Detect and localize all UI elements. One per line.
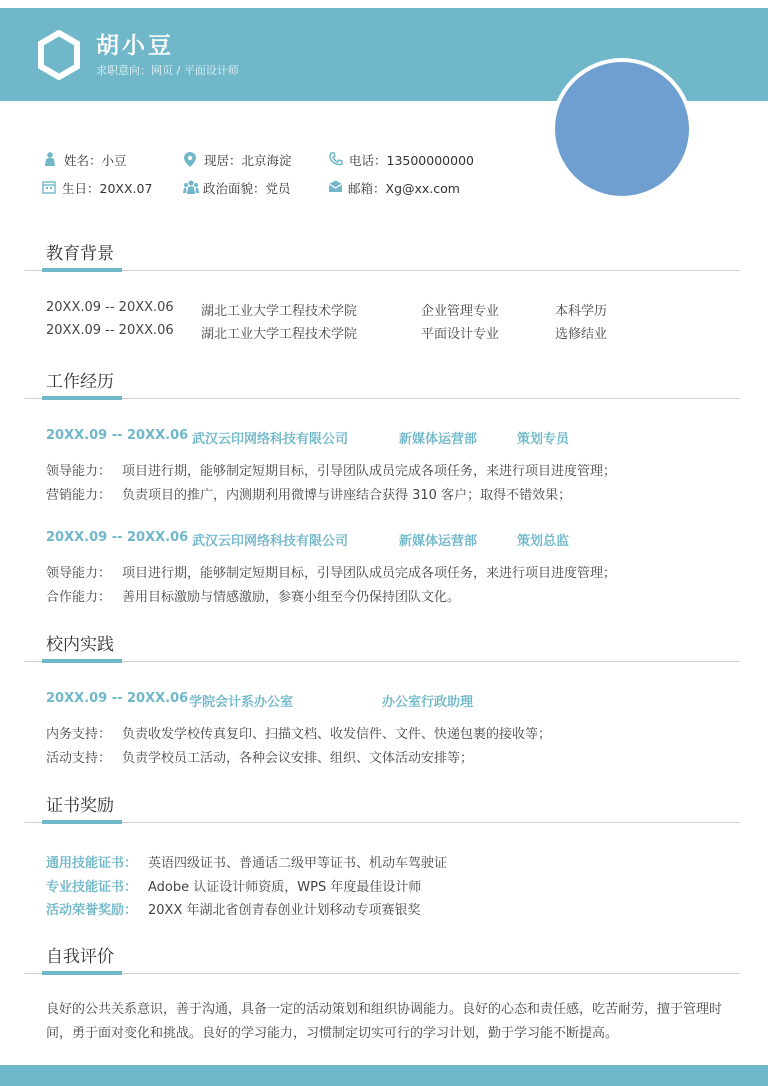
job-line-text: 善用目标激励与情感激励，参赛小组至今仍保持团队文化。 xyxy=(122,590,461,605)
group-icon xyxy=(183,180,199,194)
section-divider xyxy=(24,270,740,271)
campus-line-label: 内务支持： xyxy=(46,727,112,742)
calendar-icon xyxy=(42,180,56,194)
campus-role: 办公室行政助理 xyxy=(382,695,474,710)
job-line-text: 项目进行期，能够制定短期目标，引导团队成员完成各项任务，来进行项目进度管理； xyxy=(122,464,617,479)
section-accent-bar xyxy=(42,268,122,272)
job-dept: 新媒体运营部 xyxy=(399,432,478,447)
section-title-self: 自我评价 xyxy=(46,947,114,967)
job-dept: 新媒体运营部 xyxy=(399,534,478,549)
job-company: 武汉云印网络科技有限公司 xyxy=(192,534,349,549)
job-intent: 求职意向：网页 / 平面设计师 xyxy=(96,64,239,77)
cert-label: 通用技能证书： xyxy=(46,856,138,871)
edu-degree: 本科学历 xyxy=(555,304,608,319)
job-line-label: 领导能力： xyxy=(46,464,112,479)
edu-date: 20XX.09 -- 20XX.06 xyxy=(46,300,174,315)
self-evaluation-text: 良好的公共关系意识，善于沟通，具备一定的活动策划和组织协调能力。良好的心态和责任感，吃苦耐劳，擅于管理时间，勇于面对变化和挑战。良好的学习能力，习惯制定切实可行的学习计划，勤于学习能不断提高。 xyxy=(46,1002,723,1041)
job-date: 20XX.09 -- 20XX.06 xyxy=(46,428,189,443)
campus-date: 20XX.09 -- 20XX.06 xyxy=(46,691,189,706)
job-company: 武汉云印网络科技有限公司 xyxy=(192,432,349,447)
section-title-work: 工作经历 xyxy=(46,372,114,392)
edu-school: 湖北工业大学工程技术学院 xyxy=(201,304,358,319)
section-accent-bar xyxy=(42,820,122,824)
job-line-text: 负责项目的推广，内测期利用微博与讲座结合获得 310 客户；取得不错效果； xyxy=(122,488,572,503)
section-accent-bar xyxy=(42,971,122,975)
cert-text: 20XX 年湖北省创青春创业计划移动专项赛银奖 xyxy=(148,903,421,918)
campus-line-label: 活动支持： xyxy=(46,751,112,766)
edu-major: 企业管理专业 xyxy=(421,304,500,319)
cert-label: 活动荣誉奖励： xyxy=(46,903,138,918)
section-title-certs: 证书奖励 xyxy=(46,796,114,816)
job-line-text: 项目进行期，能够制定短期目标，引导团队成员完成各项任务，来进行项目进度管理； xyxy=(122,566,617,581)
edu-date: 20XX.09 -- 20XX.06 xyxy=(46,323,174,338)
section-divider xyxy=(24,973,740,974)
campus-line-text: 负责学校员工活动，各种会议安排、组织、文体活动安排等； xyxy=(122,751,474,766)
cert-text: Adobe 认证设计师资质，WPS 年度最佳设计师 xyxy=(148,880,422,895)
hexagon-logo-icon xyxy=(37,30,81,80)
person-icon xyxy=(44,152,56,166)
section-divider xyxy=(24,661,740,662)
section-title-education: 教育背景 xyxy=(46,244,114,264)
campus-org: 学院会计系办公室 xyxy=(189,695,294,710)
cert-label: 专业技能证书： xyxy=(46,880,138,895)
edu-school: 湖北工业大学工程技术学院 xyxy=(201,327,358,342)
section-accent-bar xyxy=(42,396,122,400)
candidate-name: 胡小豆 xyxy=(96,33,174,59)
job-role: 策划总监 xyxy=(517,534,570,549)
job-line-label: 合作能力： xyxy=(46,590,112,605)
job-date: 20XX.09 -- 20XX.06 xyxy=(46,530,189,545)
job-line-label: 营销能力： xyxy=(46,488,112,503)
phone-icon xyxy=(329,152,343,166)
job-role: 策划专员 xyxy=(517,432,570,447)
campus-line-text: 负责收发学校传真复印、扫描文档、收发信件、文件、快递包裹的接收等； xyxy=(122,727,552,742)
edu-major: 平面设计专业 xyxy=(421,327,500,342)
cert-text: 英语四级证书、普通话二级甲等证书、机动车驾驶证 xyxy=(148,856,448,871)
mail-icon xyxy=(328,180,343,193)
profile-photo xyxy=(551,58,693,200)
footer-bar xyxy=(0,1065,768,1086)
job-line-label: 领导能力： xyxy=(46,566,112,581)
section-accent-bar xyxy=(42,659,122,663)
edu-degree: 选修结业 xyxy=(555,327,608,342)
section-divider xyxy=(24,398,740,399)
location-pin-icon xyxy=(184,152,196,167)
section-divider xyxy=(24,822,740,823)
section-title-campus: 校内实践 xyxy=(46,635,114,655)
